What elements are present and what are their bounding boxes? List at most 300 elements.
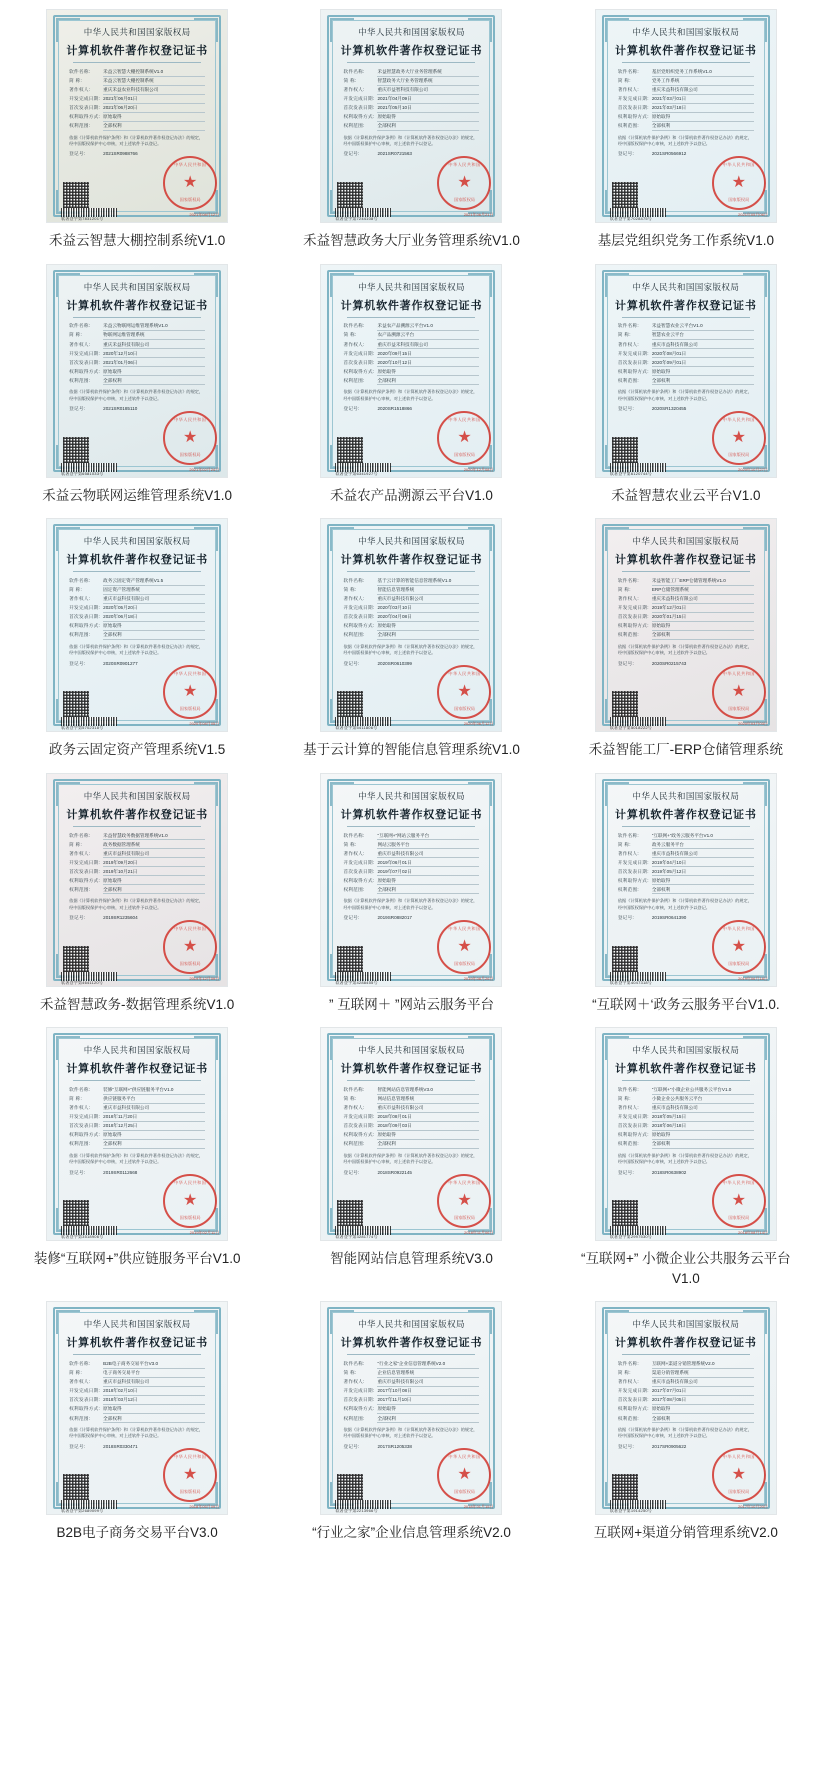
field-row-right-scope [343, 878, 479, 886]
certificate-issuer: 中华人民共和国国家版权局 [358, 281, 465, 292]
field-row-software-name [618, 323, 754, 331]
field-value-right-range: 全部权利 [377, 887, 479, 895]
field-row-short-name [69, 842, 205, 850]
field-label-reg-number: 登记号: [617, 915, 635, 921]
field-row-right-scope [618, 623, 754, 631]
field-value-short-name: 智慧政务大厅业务管理系统 [377, 78, 479, 86]
field-label-dev-complete-date: 开发完成日期: [343, 1388, 375, 1394]
certificate-image[interactable] [596, 1302, 776, 1514]
field-label-short-name: 简 称: [617, 841, 631, 847]
certificate-issuer: 中华人民共和国国家版权局 [83, 1319, 191, 1330]
field-label-software-name: 软件名称: [69, 68, 91, 74]
field-row-right-range [69, 123, 205, 131]
certificate-cell[interactable] [274, 6, 548, 261]
star-icon: ★ [731, 1192, 746, 1210]
field-label-dev-complete-date: 开发完成日期: [617, 605, 649, 611]
field-value-copyright-owner: 重庆市益科技有限公司 [652, 1379, 754, 1387]
seal-top-text: 中华人民共和国 [174, 1454, 207, 1460]
certificate-title: 计算机软件著作权登记证书 [615, 299, 757, 312]
field-label-right-range: 权利范围: [617, 1141, 639, 1147]
field-row-first-publish-date [618, 614, 754, 622]
field-label-dev-complete-date: 开发完成日期: [343, 1114, 375, 1120]
field-label-right-scope: 权利取得方式: [617, 114, 649, 120]
field-label-right-scope: 权利取得方式: [343, 368, 375, 374]
certificate-title: 计算机软件著作权登记证书 [340, 299, 483, 312]
seal-top-text: 中华人民共和国 [722, 925, 755, 931]
field-row-copyright-owner [69, 596, 205, 604]
title-divider [622, 1080, 750, 1081]
certificate-note: 依据《计算机软件保护条例》和《计算机软件著作权登记办法》的规定，经中国版权保护中心审核，对上述软件予以登记。 [69, 1153, 204, 1165]
certificate-cell[interactable] [549, 770, 823, 1025]
certificate-caption: 禾益智能工厂-ERP仓储管理系统 [588, 742, 783, 758]
field-label-copyright-owner: 著作权人: [343, 1379, 365, 1385]
field-row-reg-number [343, 406, 479, 413]
star-icon: ★ [731, 683, 746, 701]
certificate-content [337, 279, 485, 463]
title-divider [73, 1080, 201, 1081]
star-icon: ★ [457, 428, 472, 446]
field-label-right-range: 权利范围: [69, 632, 91, 638]
field-label-software-name: 软件名称: [617, 323, 639, 329]
certificate-cell[interactable] [549, 261, 823, 516]
certificate-footer [337, 414, 485, 463]
field-label-right-range: 权利范围: [343, 123, 365, 129]
field-label-first-publish-date: 首次发表日期: [69, 868, 101, 874]
field-label-short-name: 简 称: [617, 587, 631, 593]
field-value-dev-complete-date: 2020年05月20日 [103, 605, 205, 613]
certificate-title: 计算机软件著作权登记证书 [66, 1337, 208, 1350]
field-row-software-name [69, 1087, 205, 1095]
certificate-footer [63, 923, 211, 972]
field-value-first-publish-date: 2021年03月18日 [652, 105, 754, 113]
field-row-copyright-owner [343, 342, 479, 350]
field-value-first-publish-date: 2017年08月05日 [652, 1397, 754, 1405]
seal-top-text: 中华人民共和国 [174, 925, 207, 931]
field-value-dev-complete-date: 2020年12月10日 [103, 351, 205, 359]
certificate-footer [612, 1452, 760, 1501]
field-value-first-publish-date: 2020年10月12日 [377, 360, 479, 368]
certificate-title: 计算机软件著作权登记证书 [615, 554, 757, 567]
field-value-dev-complete-date: 2020年03月10日 [377, 605, 479, 613]
title-divider [622, 826, 750, 827]
field-value-first-publish-date: 2018年03月12日 [103, 1397, 205, 1405]
field-row-copyright-owner [618, 1105, 754, 1113]
field-label-reg-number: 登记号: [617, 1443, 635, 1449]
field-value-reg-number: 2018SR0330471 [103, 1443, 138, 1449]
field-value-right-scope: 原始取得 [103, 114, 205, 122]
field-row-first-publish-date [343, 1123, 479, 1131]
certificate-fields [337, 323, 485, 414]
field-row-reg-number [618, 661, 754, 668]
field-row-copyright-owner [69, 1105, 205, 1113]
field-label-first-publish-date: 首次发表日期: [617, 105, 649, 111]
field-value-right-scope: 原始取得 [652, 114, 754, 122]
seal-bottom-text: 国家版权局 [454, 451, 475, 457]
field-value-right-scope: 原始取得 [377, 623, 479, 631]
field-value-right-range: 全部权利 [652, 378, 754, 386]
field-value-dev-complete-date: 2021年03月01日 [652, 96, 754, 104]
certificate-image[interactable] [47, 774, 227, 986]
field-label-right-range: 权利范围: [69, 377, 91, 383]
field-value-software-name: “互联网+”网站云服务平台 [377, 833, 479, 841]
certificate-title: 计算机软件著作权登记证书 [340, 808, 483, 821]
field-value-right-scope: 原始取得 [652, 878, 754, 886]
title-divider [347, 571, 475, 572]
field-row-dev-complete-date [69, 1114, 205, 1122]
seal-bottom-text: 国家版权局 [179, 451, 201, 457]
field-value-reg-number: 2021SR0185110 [103, 405, 138, 411]
field-value-dev-complete-date: 2019年04月10日 [652, 860, 754, 868]
certificate-cell[interactable] [549, 1024, 823, 1298]
field-value-short-name: 农产品溯源云平台 [377, 332, 479, 340]
certificate-image[interactable] [596, 1028, 776, 1240]
certificate-cell[interactable] [0, 770, 274, 1025]
certificate-image[interactable] [321, 265, 501, 477]
field-label-short-name: 简 称: [69, 1370, 83, 1376]
certificate-cell[interactable] [274, 515, 548, 770]
field-label-first-publish-date: 首次发表日期: [343, 359, 375, 365]
title-divider [73, 1354, 201, 1355]
field-value-reg-number: 2018SR0922145 [377, 1169, 412, 1175]
certificate-content [612, 279, 760, 463]
certificate-number: 软著登字第7028475号 [609, 216, 653, 221]
field-row-first-publish-date [343, 360, 479, 368]
certificate-note: 依据《计算机软件保护条例》和《计算机软件著作权登记办法》的规定，经中国版权保护中心审核，对上述软件予以登记。 [69, 898, 204, 910]
certificate-note: 依据《计算机软件保护条例》和《计算机软件著作权登记办法》的规定，经中国版权保护中心审核，对上述软件予以登记。 [343, 389, 478, 401]
field-value-right-scope: 原始取得 [103, 878, 205, 886]
field-row-software-name [343, 323, 479, 331]
certificate-issuer: 中华人民共和国国家版权局 [358, 27, 465, 37]
field-row-reg-number [343, 151, 479, 158]
certificate-issuer: 中华人民共和国国家版权局 [632, 1045, 740, 1056]
field-row-copyright-owner [343, 851, 479, 859]
certificate-cell[interactable] [0, 1024, 274, 1298]
field-label-short-name: 简 称: [69, 841, 83, 847]
field-label-right-range: 权利范围: [69, 886, 91, 892]
field-value-right-range: 全部权利 [652, 887, 754, 895]
field-value-first-publish-date: 2021年01月06日 [103, 360, 205, 368]
field-label-reg-number: 登记号: [617, 1169, 635, 1175]
field-label-dev-complete-date: 开发完成日期: [617, 859, 649, 865]
field-row-right-scope [618, 1406, 754, 1414]
certificate-title: 计算机软件著作权登记证书 [340, 45, 483, 57]
field-value-first-publish-date: 2020年09月01日 [652, 360, 754, 368]
field-label-short-name: 简 称: [343, 1096, 357, 1102]
field-label-first-publish-date: 首次发表日期: [69, 1123, 101, 1129]
field-value-software-name: 禾益智慧政务大厅业务管理系统 [377, 69, 479, 77]
certificate-content [612, 533, 760, 717]
certificate-image[interactable] [47, 1028, 227, 1240]
certificate-footer [63, 669, 211, 718]
field-value-copyright-owner: 重庆禾益农业科技有限公司 [103, 87, 205, 95]
field-row-right-range [618, 1416, 754, 1424]
title-divider [347, 826, 475, 827]
field-row-copyright-owner [618, 1379, 754, 1387]
field-label-dev-complete-date: 开发完成日期: [343, 96, 375, 101]
field-value-right-range: 全部权利 [103, 123, 205, 131]
certificate-image[interactable] [321, 774, 501, 986]
field-value-reg-number: 2021SR0566912 [651, 151, 687, 157]
seal-bottom-text: 国家版权局 [728, 706, 750, 712]
certificate-footer [337, 669, 485, 718]
field-label-right-range: 权利范围: [69, 1141, 91, 1147]
field-value-right-range: 全部权利 [652, 632, 754, 640]
field-row-right-scope [69, 623, 205, 631]
seal-date: 2021年08月12日 [189, 212, 220, 217]
field-row-dev-complete-date [618, 860, 754, 868]
field-value-first-publish-date: 2019年07月02日 [377, 869, 479, 877]
field-label-reg-number: 登记号: [69, 1443, 86, 1449]
field-label-short-name: 简 称: [617, 77, 631, 83]
certificate-image[interactable] [321, 1028, 501, 1240]
field-value-reg-number: 2020SR0215743 [651, 660, 687, 666]
field-value-software-name: 政务云固定资产管理系统V1.5 [103, 578, 205, 586]
field-label-reg-number: 登记号: [617, 660, 635, 666]
field-value-reg-number: 2021SR0988766 [103, 151, 138, 157]
certificate-title: 计算机软件著作权登记证书 [66, 45, 208, 57]
certificate-fields [612, 323, 760, 414]
certificate-fields [612, 578, 760, 669]
certificate-number: 软著登字第2997530号 [609, 1234, 653, 1240]
field-row-copyright-owner [618, 87, 754, 95]
field-label-software-name: 软件名称: [617, 1361, 639, 1367]
title-divider [73, 317, 201, 318]
certificate-number: 软著登字第7244108号 [335, 216, 378, 221]
certificate-number: 软著登字第4641120号 [61, 979, 104, 985]
field-label-software-name: 软件名称: [69, 323, 91, 329]
certificate-image[interactable] [47, 1302, 227, 1514]
certificate-image[interactable] [321, 1302, 501, 1514]
field-label-right-range: 权利范围: [343, 1415, 365, 1421]
field-row-right-range [343, 632, 479, 640]
field-value-copyright-owner: 重庆市益智科技有限公司 [377, 87, 479, 95]
field-value-short-name: 政务数据管理系统 [103, 842, 205, 850]
certificate-title: 计算机软件著作权登记证书 [340, 554, 483, 567]
certificate-footer [63, 159, 211, 208]
certificate-number: 软著登字第5411806号 [335, 725, 378, 731]
certificate-issuer: 中华人民共和国国家版权局 [83, 536, 191, 547]
certificate-title: 计算机软件著作权登记证书 [615, 1063, 757, 1076]
field-row-reg-number [343, 661, 479, 668]
field-label-copyright-owner: 著作权人: [343, 596, 365, 602]
seal-date: 2018年01月15日 [463, 1504, 494, 1510]
field-row-short-name [343, 1370, 479, 1378]
certificate-cell[interactable] [0, 6, 274, 261]
seal-date: 2020年10月27日 [738, 466, 768, 472]
field-row-right-scope [343, 623, 479, 631]
certificate-note: 依据《计算机软件保护条例》和《计算机软件著作权登记办法》的规定，经中国版权保护中心审核，对上述软件予以登记。 [343, 643, 478, 656]
seal-date: 2021年05月06日 [738, 212, 768, 217]
field-value-software-name: 禾益智慧农业云平台V1.0 [652, 323, 754, 331]
field-value-software-name: 基于云计算的智能信息管理系统V1.0 [377, 578, 479, 586]
certificate-issuer: 中华人民共和国国家版权局 [358, 1045, 465, 1056]
certificate-number: 软著登字第6120744号 [609, 470, 653, 476]
field-value-reg-number: 2021SR0721563 [377, 151, 412, 157]
field-label-right-range: 权利范围: [69, 123, 91, 129]
field-row-first-publish-date [618, 869, 754, 877]
field-row-reg-number [618, 1170, 754, 1177]
field-value-dev-complete-date: 2020年08月01日 [652, 351, 754, 359]
certificate-cell[interactable] [549, 1298, 823, 1553]
field-label-dev-complete-date: 开发完成日期: [69, 1114, 101, 1120]
field-value-right-range: 全部权利 [103, 378, 205, 386]
field-row-right-range [343, 887, 479, 895]
field-row-dev-complete-date [69, 351, 205, 359]
certificate-cell[interactable] [0, 261, 274, 516]
field-label-right-scope: 权利取得方式: [343, 114, 375, 120]
field-row-right-scope [618, 369, 754, 377]
field-row-right-range [618, 123, 754, 131]
certificate-number: 软著登字第2689099号 [61, 1508, 104, 1514]
star-icon: ★ [182, 1466, 198, 1484]
field-row-dev-complete-date [69, 605, 205, 613]
field-value-copyright-owner: 重庆禾益科技有限公司 [652, 87, 754, 95]
field-label-software-name: 软件名称: [617, 68, 639, 74]
field-label-software-name: 软件名称: [343, 323, 365, 329]
field-value-copyright-owner: 重庆市益科技有限公司 [652, 851, 754, 859]
field-label-dev-complete-date: 开发完成日期: [69, 859, 101, 865]
certificate-issuer: 中华人民共和国国家版权局 [632, 1319, 740, 1330]
seal-top-text: 中华人民共和国 [174, 1180, 207, 1186]
certificate-caption: 禾益云物联网运维管理系统V1.0 [42, 487, 233, 503]
star-icon: ★ [731, 1466, 746, 1484]
certificate-cell[interactable] [549, 515, 823, 770]
certificate-number: 软著登字第5018222号 [609, 725, 653, 731]
certificate-fields [63, 1087, 211, 1178]
certificate-image[interactable] [47, 519, 227, 731]
certificate-image[interactable] [47, 10, 227, 222]
certificate-image[interactable] [596, 519, 776, 731]
field-label-dev-complete-date: 开发完成日期: [69, 1388, 101, 1394]
certificate-issuer: 中华人民共和国国家版权局 [83, 1045, 191, 1056]
field-row-copyright-owner [69, 87, 205, 95]
field-label-copyright-owner: 著作权人: [69, 86, 91, 92]
star-icon: ★ [457, 174, 472, 191]
field-label-right-range: 权利范围: [617, 886, 639, 892]
field-row-software-name [69, 69, 205, 77]
field-row-short-name [343, 842, 479, 850]
field-value-reg-number: 2020SR1320455 [651, 405, 687, 411]
certificate-issuer: 中华人民共和国国家版权局 [358, 790, 465, 801]
field-label-copyright-owner: 著作权人: [343, 850, 365, 856]
certificate-content [63, 1042, 211, 1226]
field-label-first-publish-date: 首次发表日期: [69, 614, 101, 620]
field-value-short-name: 智慧农业云平台 [652, 332, 754, 340]
certificate-note: 依据《计算机软件保护条例》和《计算机软件著作权登记办法》的规定，经中国版权保护中心审核，对上述软件予以登记。 [617, 1427, 752, 1439]
field-row-right-range [343, 1141, 479, 1149]
seal-bottom-text: 国家版权局 [728, 1489, 750, 1495]
field-row-software-name [343, 578, 479, 586]
certificate-image[interactable] [47, 265, 227, 477]
field-label-reg-number: 登记号: [343, 1169, 360, 1175]
certificate-cell[interactable] [549, 6, 823, 261]
certificate-image[interactable] [596, 774, 776, 986]
certificate-footer [63, 1178, 211, 1227]
certificate-image[interactable] [596, 265, 776, 477]
certificate-cell[interactable] [274, 1298, 548, 1553]
certificate-cell[interactable] [0, 1298, 274, 1553]
seal-bottom-text: 国家版权局 [179, 1215, 201, 1221]
certificate-fields [63, 833, 211, 924]
field-label-dev-complete-date: 开发完成日期: [343, 350, 375, 356]
field-value-copyright-owner: 重庆市益科技有限公司 [377, 1105, 479, 1113]
certificate-cell[interactable] [274, 261, 548, 516]
field-row-dev-complete-date [618, 605, 754, 613]
certificate-image[interactable] [596, 10, 776, 222]
field-value-reg-number: 2020SR0901277 [103, 660, 138, 666]
field-label-software-name: 软件名称: [617, 577, 639, 583]
field-value-short-name: 固定资产管理系统 [103, 587, 205, 595]
field-label-right-range: 权利范围: [343, 886, 365, 892]
field-value-copyright-owner: 重庆禾益科技有限公司 [652, 596, 754, 604]
field-value-software-name: B2B电子商务交易平台V3.0 [103, 1361, 205, 1369]
field-label-dev-complete-date: 开发完成日期: [617, 350, 649, 356]
field-row-right-scope [618, 114, 754, 122]
field-label-dev-complete-date: 开发完成日期: [343, 605, 375, 611]
certificate-fields [612, 833, 760, 924]
certificate-image[interactable] [321, 519, 501, 731]
certificate-note: 依据《计算机软件保护条例》和《计算机软件著作权登记办法》的规定，经中国版权保护中心审核，对上述软件予以登记。 [69, 389, 204, 401]
certificate-number: 软著登字第3518906号 [61, 1234, 104, 1240]
title-divider [347, 1354, 475, 1355]
seal-top-text: 中华人民共和国 [722, 1454, 755, 1460]
field-label-right-range: 权利范围: [617, 1415, 639, 1421]
certificate-caption: 智能网站信息管理系统V3.0 [330, 1251, 493, 1267]
certificate-note: 依据《计算机软件保护条例》和《计算机软件著作权登记办法》的规定，经中国版权保护中心审核，对上述软件予以登记。 [343, 134, 478, 147]
field-label-right-range: 权利范围: [617, 632, 639, 638]
field-value-dev-complete-date: 2021年04月09日 [377, 96, 479, 104]
field-label-reg-number: 登记号: [343, 1443, 360, 1449]
field-row-dev-complete-date [343, 860, 479, 868]
field-row-right-scope [343, 114, 479, 122]
certificate-cell[interactable] [274, 770, 548, 1025]
field-value-software-name: 装修“互联网+”供应链服务平台V1.0 [103, 1087, 205, 1095]
seal-top-text: 中华人民共和国 [722, 162, 755, 167]
field-value-dev-complete-date: 2018年11月20日 [103, 1114, 205, 1122]
field-row-copyright-owner [69, 1379, 205, 1387]
field-row-first-publish-date [618, 1123, 754, 1131]
field-row-right-scope [69, 369, 205, 377]
field-row-right-range [69, 632, 205, 640]
star-icon: ★ [731, 174, 746, 191]
certificate-title: 计算机软件著作权登记证书 [66, 808, 208, 821]
field-row-software-name [343, 69, 479, 77]
certificate-content [337, 788, 485, 972]
certificate-cell[interactable] [0, 515, 274, 770]
seal-bottom-text: 国家版权局 [728, 451, 750, 457]
certificate-footer [63, 414, 211, 463]
certificate-cell[interactable] [274, 1024, 548, 1298]
certificate-image[interactable] [321, 10, 501, 222]
field-value-right-scope: 原始取得 [377, 878, 479, 886]
certificate-number: 软著登字第6581033号 [61, 470, 104, 476]
field-value-copyright-owner: 重庆市益科技有限公司 [103, 596, 205, 604]
field-value-short-name: 网站云服务平台 [377, 842, 479, 850]
seal-date: 2018年11月06日 [463, 1230, 494, 1236]
certificate-content [612, 1316, 760, 1500]
field-value-software-name: 智能网站信息管理系统V3.0 [377, 1087, 479, 1095]
certificate-content [63, 24, 211, 208]
seal-date: 2019年02月11日 [189, 1230, 220, 1236]
field-label-reg-number: 登记号: [69, 151, 86, 157]
field-value-short-name: 政务云服务平台 [652, 842, 754, 850]
field-row-reg-number [618, 915, 754, 922]
field-value-copyright-owner: 重庆市益科技有限公司 [652, 1105, 754, 1113]
field-label-short-name: 简 称: [343, 841, 357, 847]
field-value-software-name: 禾益云智慧大棚控制系统V1.0 [103, 69, 205, 77]
field-row-reg-number [343, 1444, 479, 1451]
certificate-fields [337, 833, 485, 924]
